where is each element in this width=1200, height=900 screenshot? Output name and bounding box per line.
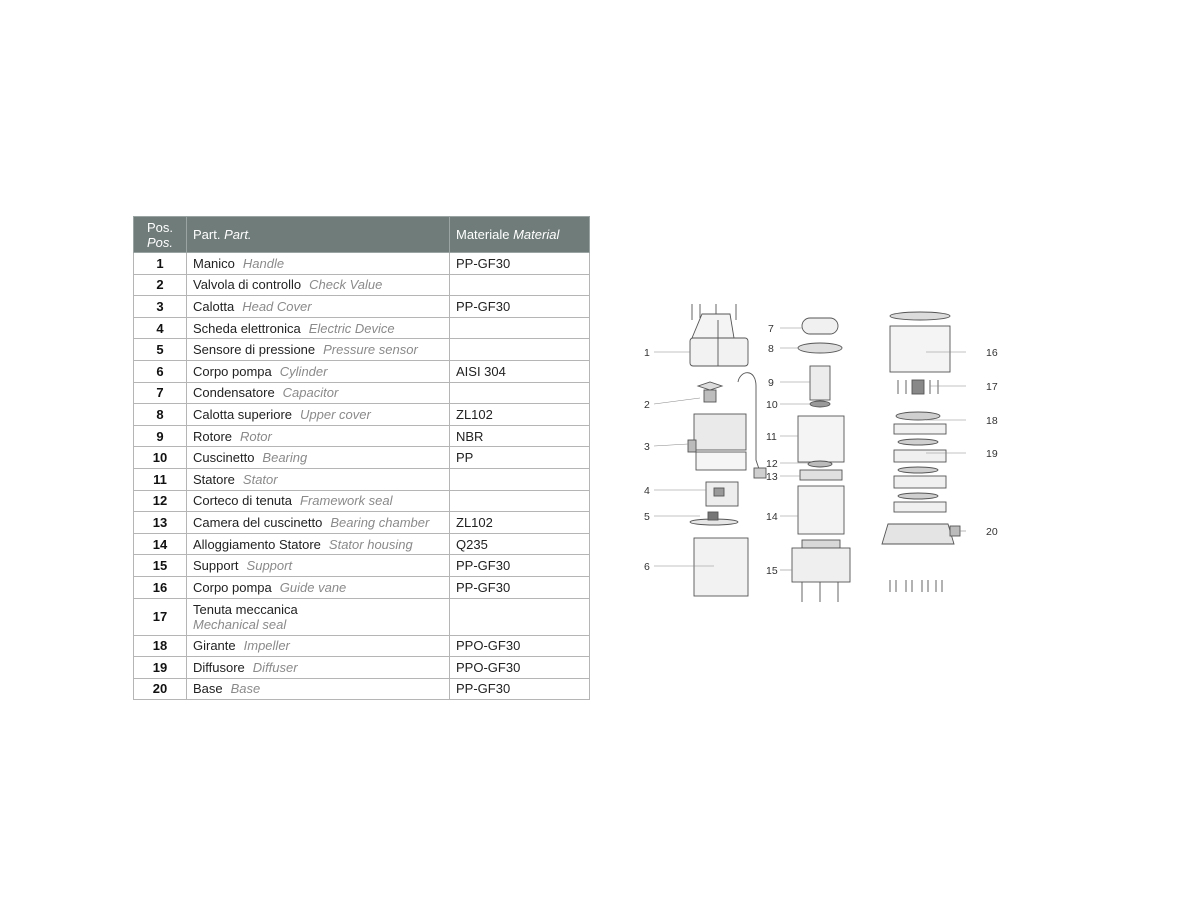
stator-housing-part [780,486,844,534]
support-part [780,540,850,602]
part-name-en: Stator [242,471,278,487]
header-pos-label: Pos. [146,219,173,235]
table-row [134,253,590,275]
part-name-cell [187,447,450,469]
part-material [450,339,590,361]
part-name-it: Calotta [193,298,235,314]
part-position: 19 [134,657,187,679]
part-name-en: Bearing chamber [330,514,430,530]
callout-number: 6 [644,561,650,573]
part-name-it: Rotore [193,428,233,444]
header-material [450,217,590,253]
header-part-label: Part. [193,227,221,242]
table-row [134,678,590,700]
part-name-it: Corpo pompa [193,579,272,595]
part-name-it: Girante [193,638,236,654]
part-name-it: Valvola di controllo [193,277,302,293]
part-name-it: Corteco di tenuta [193,493,293,509]
part-position: 15 [134,555,187,577]
part-name-en: Guide vane [279,579,347,595]
callout-number: 15 [766,565,778,577]
table-row [134,404,590,426]
table-row [134,447,590,469]
part-position: 11 [134,468,187,490]
part-position: 8 [134,404,187,426]
table-row [134,360,590,382]
callout-number: 14 [766,511,778,523]
part-material [450,468,590,490]
table-row [134,274,590,296]
part-name-it: Tenuta meccanica [193,601,298,617]
part-position: 7 [134,382,187,404]
callout-number: 18 [986,415,998,427]
part-name-cell [187,490,450,512]
part-position: 9 [134,425,187,447]
pressure-sensor-part [654,512,738,525]
table-row [134,382,590,404]
part-name-it: Support [193,558,239,574]
part-name-en: Framework seal [300,493,393,509]
header-pos [134,217,187,253]
part-name-cell [187,533,450,555]
mechanical-seal-part [898,380,966,394]
part-name-en: Upper cover [300,406,371,422]
part-position: 16 [134,576,187,598]
part-name-cell [187,678,450,700]
callout-number: 12 [766,458,778,470]
part-name-cell [187,339,450,361]
part-position: 5 [134,339,187,361]
bearing-chamber-part [780,470,842,480]
header-material-label-en: Material [513,227,560,242]
callout-number: 16 [986,347,998,359]
base-part [882,524,966,544]
part-position: 2 [134,274,187,296]
part-name-cell [187,635,450,657]
part-material: AISI 304 [450,360,590,382]
part-position: 6 [134,360,187,382]
part-name-cell [187,404,450,426]
upper-cover-part [780,343,842,353]
table-row [134,576,590,598]
part-name-en: Mechanical seal [193,616,287,632]
callout-number: 17 [986,381,998,393]
table-row [134,425,590,447]
part-material: PPO-GF30 [450,635,590,657]
table-body [134,253,590,700]
table-header [134,217,590,253]
header-material-label: Materiale [456,227,510,242]
screws-group [890,580,942,592]
part-position: 17 [134,598,187,635]
callout-number: 19 [986,448,998,460]
diffuser-part [894,439,966,512]
part-name-it: Camera del cuscinetto [193,514,323,530]
table-row [134,657,590,679]
table-row [134,533,590,555]
part-name-en: Check Value [309,277,383,293]
part-name-cell [187,296,450,318]
table-row [134,296,590,318]
header-part-label-en: Part. [224,227,252,242]
part-name-en: Capacitor [282,385,339,401]
callout-number: 8 [768,343,774,355]
part-name-en: Electric Device [308,320,395,336]
part-position: 14 [134,533,187,555]
part-material [450,490,590,512]
callout-number: 1 [644,347,650,359]
part-name-cell [187,253,450,275]
callout-number: 10 [766,399,778,411]
capacitor-part [780,318,838,334]
part-name-en: Support [246,558,293,574]
part-position: 10 [134,447,187,469]
part-material [450,382,590,404]
part-name-en: Pressure sensor [323,342,418,358]
table-row [134,468,590,490]
part-name-en: Handle [242,255,285,271]
part-position: 12 [134,490,187,512]
header-part [187,217,450,253]
header-pos-label-en: Pos. [146,234,173,250]
table-row [134,555,590,577]
part-name-en: Cylinder [279,363,328,379]
part-material: NBR [450,425,590,447]
part-name-en: Stator housing [328,536,413,552]
part-name-en: Bearing [262,450,308,466]
part-material: Q235 [450,533,590,555]
part-position: 3 [134,296,187,318]
cylinder-part [654,538,748,596]
part-material: ZL102 [450,404,590,426]
part-name-en: Rotor [240,428,272,444]
part-name-it: Corpo pompa [193,363,272,379]
part-name-en: Head Cover [242,298,312,314]
handle-part [654,304,748,366]
part-material [450,317,590,339]
part-material: PP [450,447,590,469]
part-name-cell [187,598,450,635]
part-name-it: Sensore di pressione [193,342,316,358]
table-row [134,339,590,361]
table-row [134,512,590,534]
part-material: PP-GF30 [450,576,590,598]
callout-number: 3 [644,441,650,453]
part-name-en: Impeller [243,638,290,654]
part-name-it: Alloggiamento Statore [193,536,321,552]
part-name-it: Condensatore [193,385,275,401]
part-position: 1 [134,253,187,275]
part-material: ZL102 [450,512,590,534]
check-valve-part [654,382,722,404]
callout-number: 9 [768,377,774,389]
callout-number: 5 [644,511,650,523]
exploded-view-diagram [630,290,1010,610]
part-name-cell [187,274,450,296]
callout-number: 4 [644,485,650,497]
part-name-cell [187,360,450,382]
stator-part [780,416,844,462]
part-position: 20 [134,678,187,700]
part-name-it: Calotta superiore [193,406,292,422]
part-material [450,274,590,296]
part-name-cell [187,576,450,598]
callout-number: 13 [766,471,778,483]
part-name-cell [187,425,450,447]
part-material [450,598,590,635]
table-row [134,490,590,512]
part-position: 13 [134,512,187,534]
callout-number: 11 [766,431,777,443]
callout-number: 20 [986,526,998,538]
impeller-part [894,412,966,434]
part-material: PP-GF30 [450,678,590,700]
part-position: 18 [134,635,187,657]
part-name-it: Statore [193,471,235,487]
callout-number: 2 [644,399,650,411]
callout-number: 7 [768,323,774,335]
part-name-cell [187,555,450,577]
part-position: 4 [134,317,187,339]
table-row [134,598,590,635]
table-row [134,317,590,339]
rotor-part [780,366,830,400]
part-name-cell [187,382,450,404]
part-name-cell [187,512,450,534]
part-name-it: Cuscinetto [193,450,255,466]
part-name-cell [187,657,450,679]
part-name-it: Manico [193,255,235,271]
table-row [134,635,590,657]
part-material: PP-GF30 [450,296,590,318]
part-name-it: Diffusore [193,659,245,675]
guide-vane-part [890,312,966,372]
part-name-cell [187,317,450,339]
part-name-en: Base [230,681,261,697]
part-name-en: Diffuser [252,659,298,675]
part-material: PP-GF30 [450,555,590,577]
part-name-it: Scheda elettronica [193,320,301,336]
parts-table [133,216,590,700]
part-name-it: Base [193,681,223,697]
part-material: PP-GF30 [450,253,590,275]
bearing-part [780,401,830,407]
part-name-cell [187,468,450,490]
electric-device-part [654,482,738,506]
part-material: PPO-GF30 [450,657,590,679]
